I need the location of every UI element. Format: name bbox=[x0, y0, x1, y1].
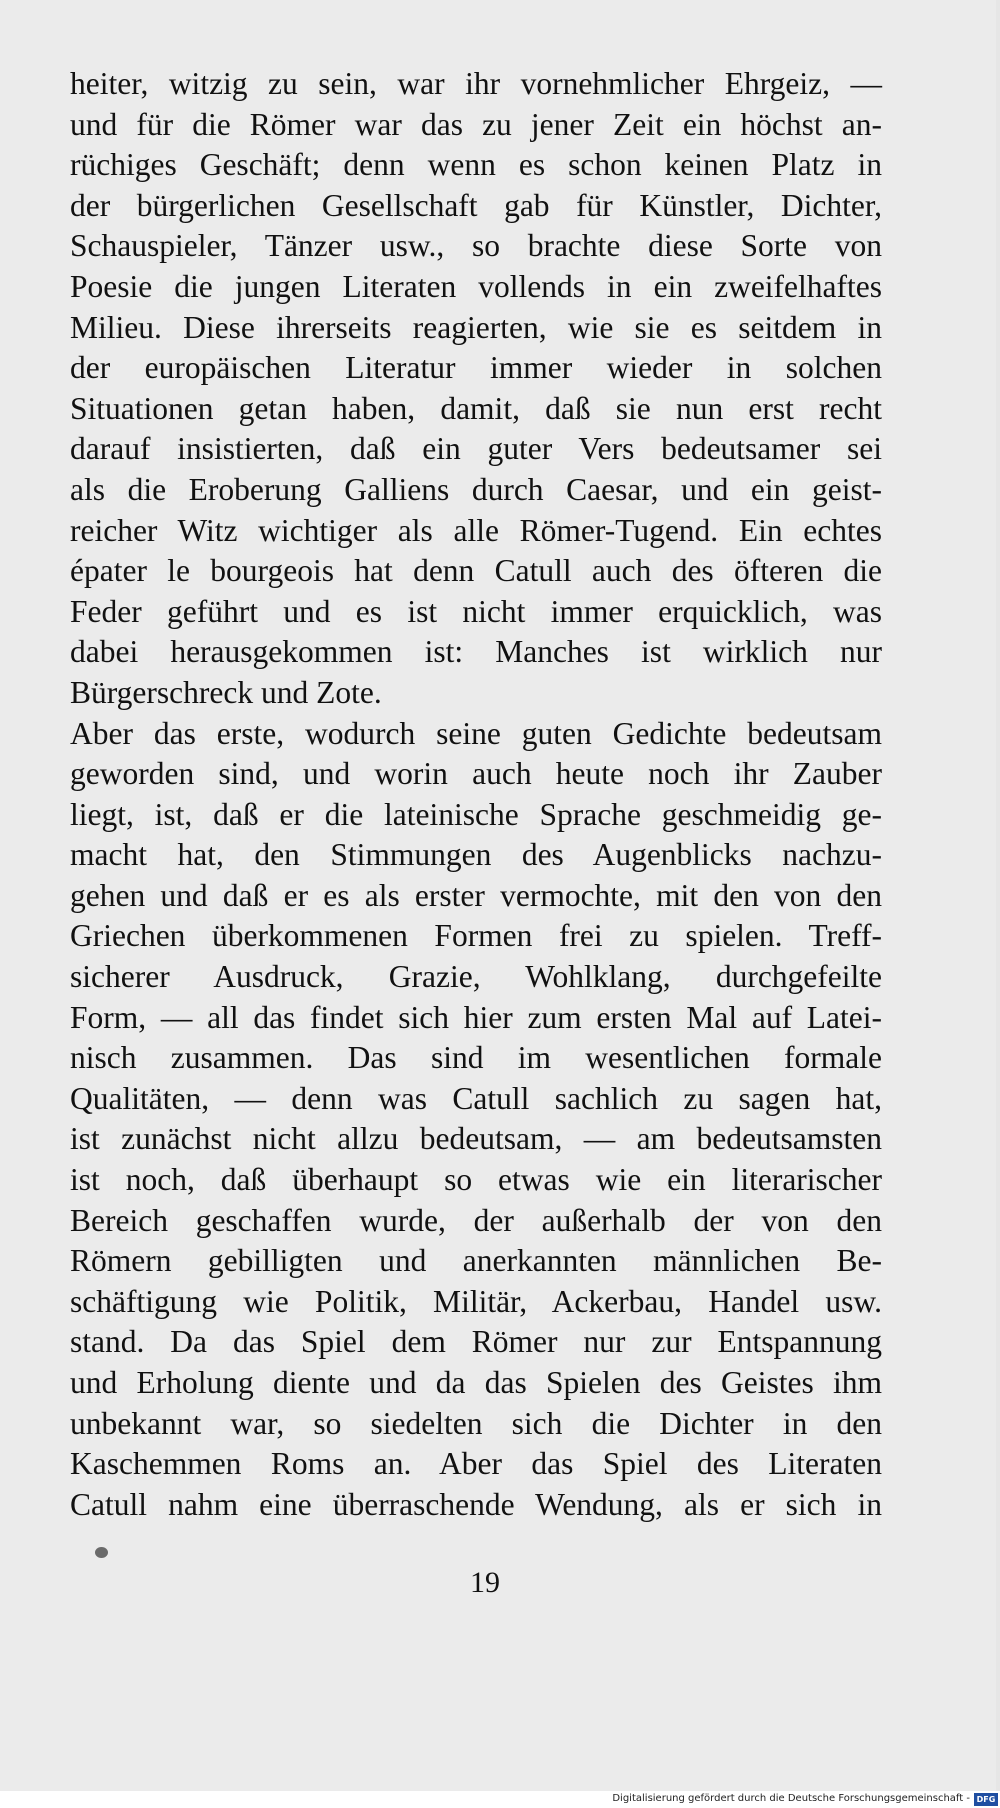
text-line: und Erholung diente und da das Spielen des Geistes ihm bbox=[70, 1365, 882, 1400]
text-line: Situationen getan haben, damit, daß sie nun erst recht bbox=[70, 390, 882, 426]
text-line: Aber das erste, wodurch seine guten Gedichte bedeutsam bbox=[70, 715, 882, 751]
text-line: heiter, witzig zu sein, war ihr vornehmlicher Ehrgeiz, — bbox=[70, 66, 882, 101]
text-line: Feder geführt und es ist nicht immer erquicklich, was bbox=[70, 593, 882, 629]
text-line: als die Eroberung Galliens durch Caesar, und ein geist- bbox=[70, 471, 882, 507]
ink-speck bbox=[95, 1547, 108, 1558]
page-number: 19 bbox=[470, 1566, 500, 1599]
text-line-paragraph-end: Bürgerschreck und Zote. bbox=[70, 674, 382, 710]
text-line: Römern gebilligten und anerkannten männlichen Be- bbox=[70, 1243, 882, 1279]
text-line: liegt, ist, daß er die lateinische Sprache geschmeidig ge- bbox=[70, 796, 882, 832]
text-line: dabei herausgekommen ist: Manches ist wirklich nur bbox=[70, 634, 882, 670]
text-line: Kaschemmen Roms an. Aber das Spiel des Literaten bbox=[70, 1446, 882, 1482]
dfg-logo-icon: DFG bbox=[974, 1793, 998, 1806]
text-line: und für die Römer war das zu jener Zeit ein höchst an- bbox=[70, 106, 882, 142]
text-line: stand. Da das Spiel dem Römer nur zur Entspannung bbox=[70, 1324, 882, 1360]
text-line: gehen und daß er es als erster vermochte, mit den von den bbox=[70, 877, 882, 913]
text-line: schäftigung wie Politik, Militär, Ackerbau, Handel usw. bbox=[70, 1283, 882, 1319]
text-line: Catull nahm eine überraschende Wendung, als er sich in bbox=[70, 1486, 882, 1522]
text-line: geworden sind, und worin auch heute noch ihr Zauber bbox=[70, 756, 882, 792]
text-line: nisch zusammen. Das sind im wesentlichen formale bbox=[70, 1040, 882, 1076]
text-line: darauf insistierten, daß ein guter Vers bedeutsamer sei bbox=[70, 431, 882, 467]
digitization-footer bbox=[0, 1791, 1000, 1808]
text-line: Milieu. Diese ihrerseits reagierten, wie sie es seitdem in bbox=[70, 309, 882, 345]
text-line: Form, — all das findet sich hier zum ersten Mal auf Latei- bbox=[70, 999, 882, 1035]
text-line: macht hat, den Stimmungen des Augenblicks nachzu- bbox=[70, 837, 882, 873]
text-line: rüchiges Geschäft; denn wenn es schon keinen Platz in bbox=[70, 147, 882, 183]
text-line: Bereich geschaffen wurde, der außerhalb der von den bbox=[70, 1202, 882, 1238]
text-line: reicher Witz wichtiger als alle Römer-Tugend. Ein echtes bbox=[70, 512, 882, 548]
text-line: épater le bourgeois hat denn Catull auch des öfteren die bbox=[70, 553, 882, 589]
text-line: ist noch, daß überhaupt so etwas wie ein literarischer bbox=[70, 1162, 882, 1198]
text-line: Griechen überkommenen Formen frei zu spielen. Treff- bbox=[70, 918, 882, 954]
text-line: unbekannt war, so siedelten sich die Dichter in den bbox=[70, 1405, 882, 1441]
body-text bbox=[70, 64, 882, 1525]
text-line: ist zunächst nicht allzu bedeutsam, — am bedeutsamsten bbox=[70, 1121, 882, 1157]
text-line: Qualitäten, — denn was Catull sachlich zu sagen hat, bbox=[70, 1080, 882, 1116]
text-line: der europäischen Literatur immer wieder in solchen bbox=[70, 350, 882, 386]
text-line: Schauspieler, Tänzer usw., so brachte diese Sorte von bbox=[70, 228, 882, 264]
text-line: Poesie die jungen Literaten vollends in ein zweifelhaftes bbox=[70, 268, 882, 304]
footer-credit: Digitalisierung gefördert durch die Deutsche Forschungsgemeinschaft - bbox=[612, 1793, 970, 1804]
text-line: sicherer Ausdruck, Grazie, Wohlklang, durchgefeilte bbox=[70, 959, 882, 995]
text-line: der bürgerlichen Gesellschaft gab für Künstler, Dichter, bbox=[70, 187, 882, 223]
